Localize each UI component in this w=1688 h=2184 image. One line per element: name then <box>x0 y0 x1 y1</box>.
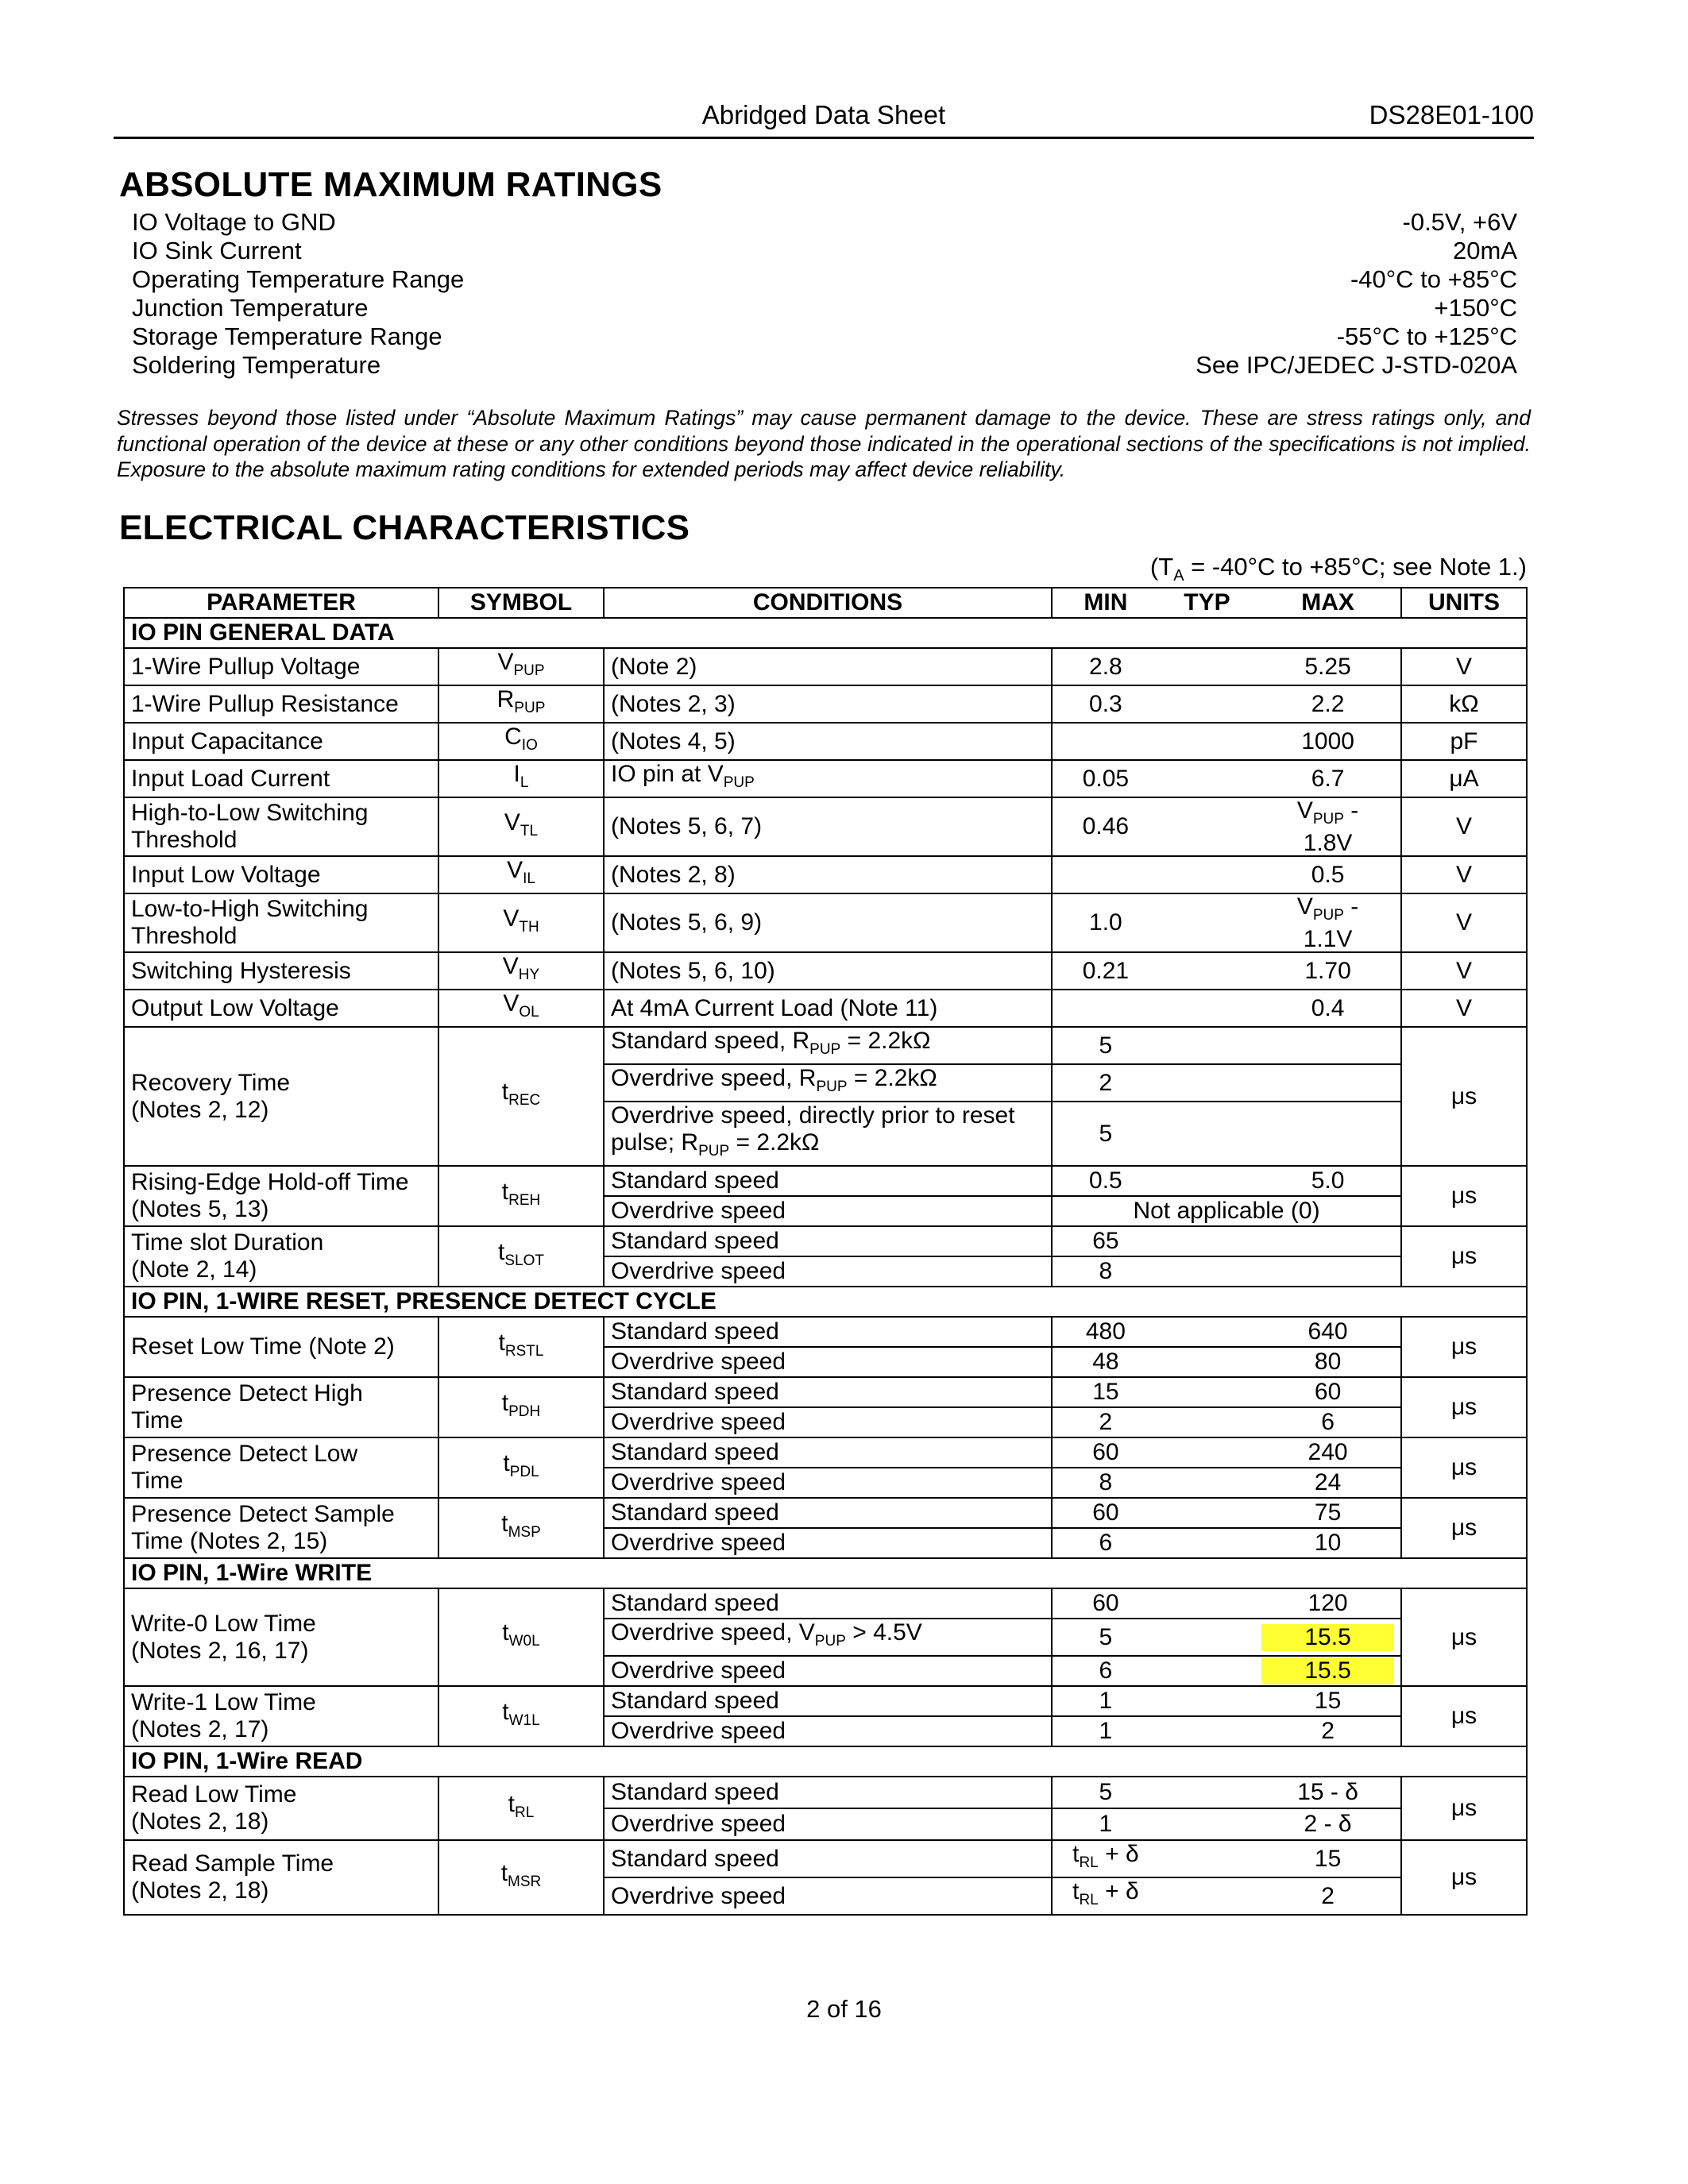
amr-row: IO Sink Current 20mA <box>132 237 1517 264</box>
table-row: Presence Detect Sample Time (Notes 2, 15) $t_{MSP}$ Standard speed 60 75 μs <box>124 1498 1527 1528</box>
col-min-typ-max: MIN TYP MAX <box>1052 588 1401 618</box>
col-parameter: PARAMETER <box>124 588 438 618</box>
col-units: UNITS <box>1401 588 1527 618</box>
section-row: IO PIN, 1-Wire READ <box>124 1746 1527 1777</box>
amr-row: IO Voltage to GND -0.5V, +6V <box>132 208 1517 236</box>
table-row: Overdrive speed 48 80 <box>124 1347 1527 1377</box>
table-row: Presence Detect Low Time $t_{PDL}$ Standard speed 60 240 μs <box>124 1437 1527 1468</box>
table-row: Switching Hysteresis $V_{HY}$ (Notes 5, 6, 10) 0.21 1.70 V <box>124 952 1527 990</box>
table-row: Overdrive speed 8 24 <box>124 1468 1527 1498</box>
table-row: 1-Wire Pullup Voltage $V_{PUP}$ (Note 2) 2.8 5.25 V <box>124 648 1527 685</box>
ec-conditions: ($T_A = -40^\circ C$ to +85°C; see Note 1.) <box>1149 553 1527 585</box>
table-row: Output Low Voltage $V_{OL}$ At 4mA Current Load (Note 11) 0.4 V <box>124 990 1527 1027</box>
highlighted-value: 15.5 <box>1261 1624 1394 1651</box>
col-conditions: CONDITIONS <box>604 588 1052 618</box>
section-row: IO PIN, 1-Wire WRITE <box>124 1558 1527 1588</box>
section-row: IO PIN GENERAL DATA <box>124 618 1527 648</box>
amr-row: Junction Temperature +150°C <box>132 294 1517 322</box>
amr-heading: ABSOLUTE MAXIMUM RATINGS <box>119 165 662 204</box>
table-row: Overdrive speed, directly prior to reset pulse; $R_{PUP} = 2.2k\Omega$ 5 <box>124 1102 1527 1166</box>
table-row: High-to-Low Switching Threshold $V_{TL}$ (Notes 5, 6, 7) 0.46 $V_{PUP}$ - 1.8V V <box>124 797 1527 856</box>
table-row: Overdrive speed, $R_{PUP} = 2.2k\Omega$ 2 <box>124 1064 1527 1102</box>
table-row: Rising-Edge Hold-off Time (Notes 5, 13) $t_{REH}$ Standard speed 0.5 5.0 μs <box>124 1166 1527 1196</box>
section-row: IO PIN, 1-WIRE RESET, PRESENCE DETECT CYCLE <box>124 1287 1527 1317</box>
table-row: Overdrive speed 1 2 - δ <box>124 1808 1527 1840</box>
amr-row: Soldering Temperature See IPC/JEDEC J-STD-020A <box>132 351 1517 379</box>
table-row: Time slot Duration (Note 2, 14) $t_{SLOT}$ Standard speed 65 μs <box>124 1226 1527 1256</box>
table-row: Input Low Voltage $V_{IL}$ (Notes 2, 8) 0.5 V <box>124 856 1527 893</box>
table-row: Read Sample Time (Notes 2, 18) $t_{MSR}$ Standard speed $t_{RL} + \delta$ 15 μs <box>124 1840 1527 1877</box>
table-row: Overdrive speed Not applicable (0) <box>124 1196 1527 1226</box>
amr-list <box>132 208 1517 380</box>
table-row: Overdrive speed 1 2 <box>124 1716 1527 1746</box>
header-part-number: DS28E01-100 <box>1369 100 1534 129</box>
table-row: Recovery Time (Notes 2, 12) $t_{REC}$ Standard speed, $R_{PUP} = 2.2k\Omega$ 5 μs <box>124 1027 1527 1064</box>
header-title: Abridged Data Sheet <box>701 100 946 129</box>
table-row: 1-Wire Pullup Resistance $R_{PUP}$ (Notes 2, 3) 0.3 2.2 kΩ <box>124 685 1527 723</box>
page-header <box>114 95 1534 139</box>
table-row: Overdrive speed $t_{RL} + \delta$ 2 <box>124 1877 1527 1915</box>
table-row: Write-1 Low Time (Notes 2, 17) $t_{W1L}$ Standard speed 1 15 μs <box>124 1686 1527 1716</box>
table-row: Reset Low Time (Note 2) $t_{RSTL}$ Standard speed 480 640 μs <box>124 1317 1527 1347</box>
table-row: Presence Detect High Time $t_{PDH}$ Standard speed 15 60 μs <box>124 1377 1527 1407</box>
table-row: Input Capacitance $C_{IO}$ (Notes 4, 5) 1000 pF <box>124 723 1527 760</box>
table-row: Write-0 Low Time (Notes 2, 16, 17) $t_{W0L}$ Standard speed 60 120 μs <box>124 1588 1527 1619</box>
highlighted-value: 15.5 <box>1261 1657 1394 1684</box>
electrical-characteristics-table <box>123 587 1528 1916</box>
amr-row: Operating Temperature Range -40°C to +85°C <box>132 265 1517 293</box>
table-header-row <box>124 588 1527 618</box>
table-row: Low-to-High Switching Threshold $V_{TH}$ (Notes 5, 6, 9) 1.0 $V_{PUP}$ - 1.1V V <box>124 893 1527 952</box>
ec-heading: ELECTRICAL CHARACTERISTICS <box>119 508 690 547</box>
table-row: Input Load Current $I_L$ IO pin at $V_{PUP}$ 0.05 6.7 μA <box>124 760 1527 797</box>
table-row: Overdrive speed 6 15.5 <box>124 1656 1527 1686</box>
table-row: Overdrive speed 8 <box>124 1256 1527 1287</box>
table-row: Overdrive speed, $V_{PUP} > 4.5V$ 5 15.5 <box>124 1619 1527 1656</box>
page-number: 2 of 16 <box>806 1995 882 2023</box>
table-row: Read Low Time (Notes 2, 18) $t_{RL}$ Standard speed 5 15 - δ μs <box>124 1777 1527 1808</box>
stress-note: Stresses beyond those listed under “Absolute Maximum Ratings” may cause permanent damage to the device. These are stress ratings only, and functional operation of the device at these or any other conditions beyond those indicated in the operational sections of the specifications is not implied. Exposure to the absolute maximum rating conditions for extended periods may affect device reliability. <box>117 406 1531 481</box>
col-symbol: SYMBOL <box>438 588 604 618</box>
table-row: Overdrive speed 6 10 <box>124 1528 1527 1558</box>
amr-row: Storage Temperature Range -55°C to +125°C <box>132 322 1517 350</box>
table-row: Overdrive speed 2 6 <box>124 1407 1527 1437</box>
